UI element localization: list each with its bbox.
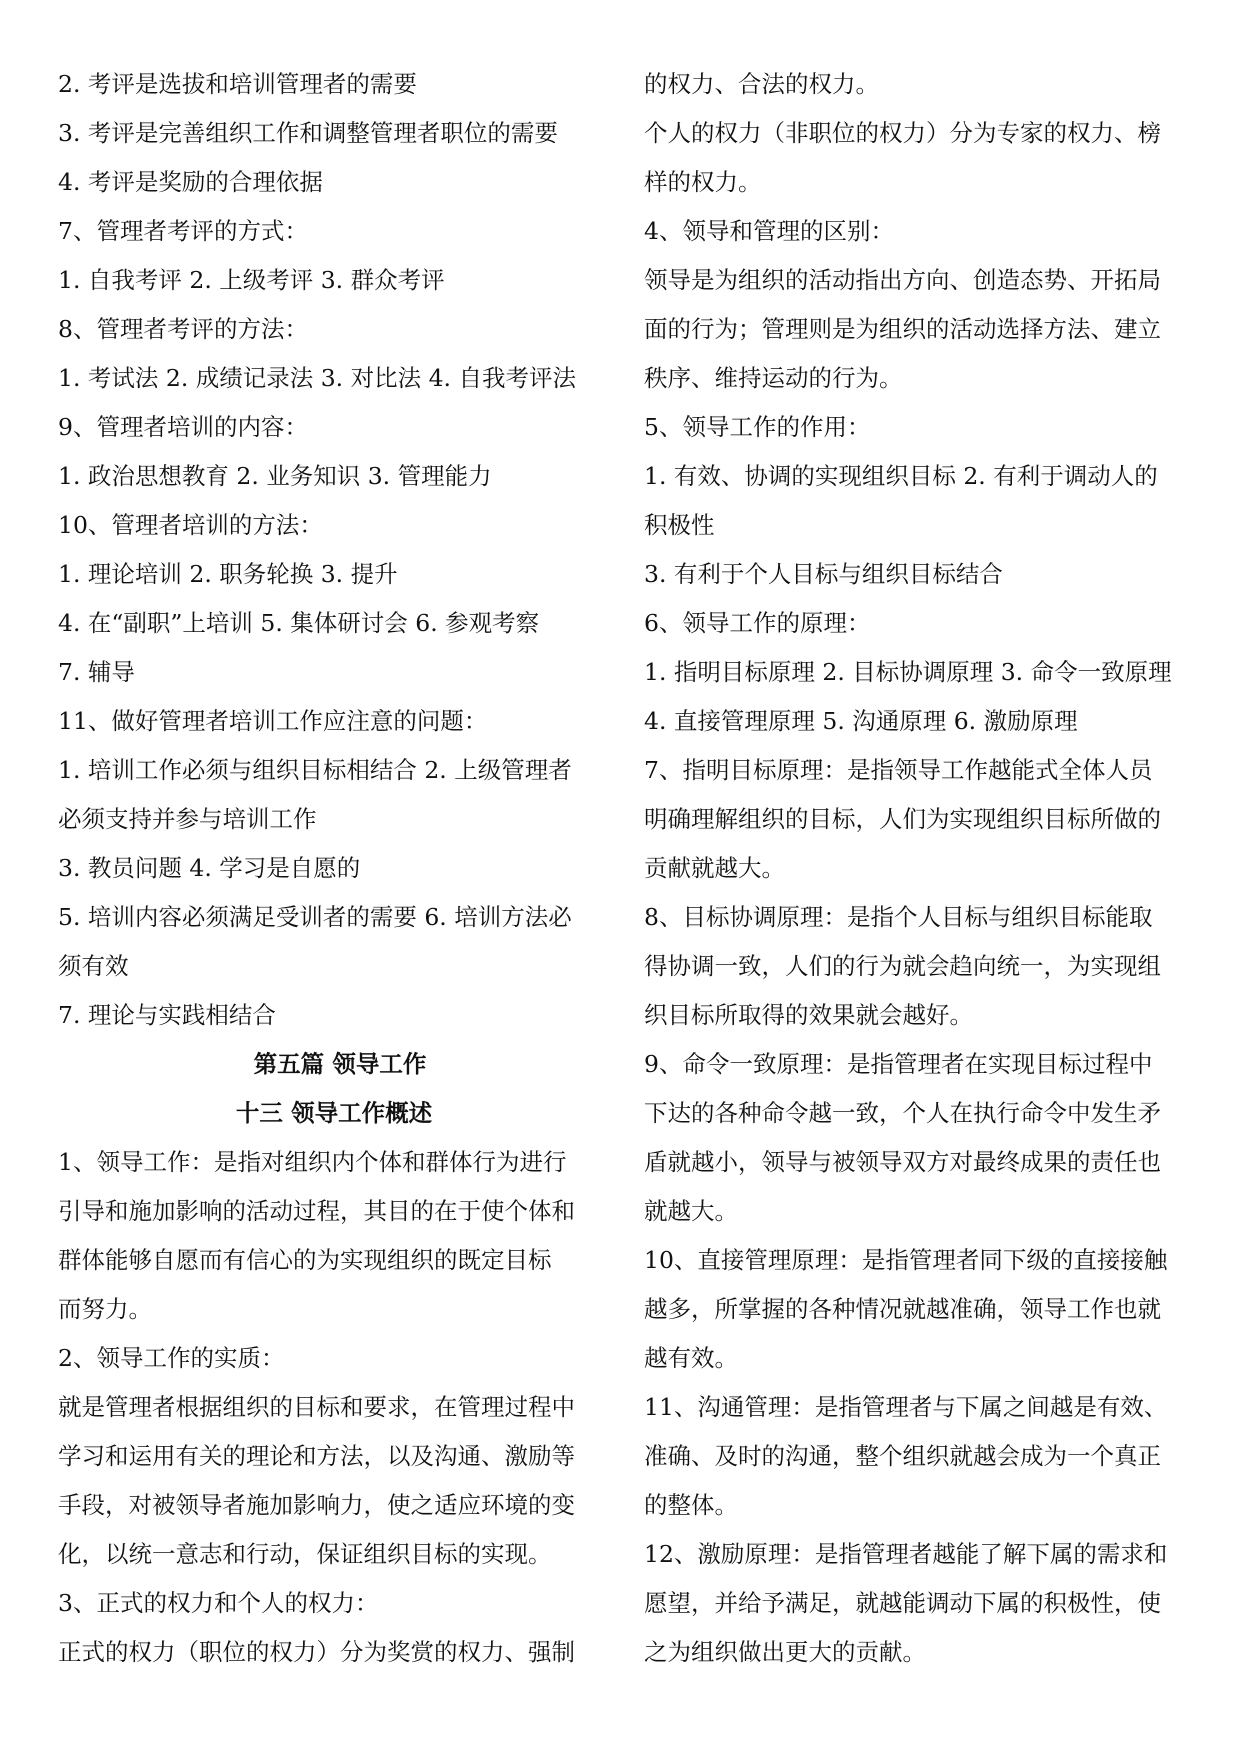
text-line: 11、沟通管理：是指管理者与下属之间越是有效、 [644, 1393, 1168, 1421]
text-line: 7、指明目标原理：是指领导工作越能式全体人员 [644, 756, 1153, 784]
text-line: 1. 政治思想教育 2. 业务知识 3. 管理能力 [58, 462, 492, 490]
text-line: 1、领导工作：是指对组织内个体和群体行为进行 [58, 1148, 567, 1176]
text-line: 2. 考评是选拔和培训管理者的需要 [58, 70, 417, 98]
text-line: 1. 指明目标原理 2. 目标协调原理 3. 命令一致原理 [644, 658, 1172, 686]
section-heading-line: 10、管理者培训的方法： [58, 511, 323, 539]
text-line: 得协调一致，人们的行为就会趋向统一，为实现组 [644, 952, 1161, 980]
right-column [644, 60, 1192, 1677]
text-line: 3. 教员问题 4. 学习是自愿的 [58, 854, 361, 882]
section-heading-line: 3、正式的权力和个人的权力： [58, 1589, 379, 1617]
text-line: 12、激励原理：是指管理者越能了解下属的需求和 [644, 1540, 1168, 1568]
text-line: 织目标所取得的效果就会越好。 [644, 1001, 973, 1029]
text-line: 学习和运用有关的理论和方法，以及沟通、激励等 [58, 1442, 575, 1470]
chapter-title: 十三 领导工作概述 [235, 1099, 433, 1127]
text-line: 3. 有利于个人目标与组织目标结合 [644, 560, 1003, 588]
text-line: 7. 辅导 [58, 658, 135, 686]
text-line: 越多，所掌握的各种情况就越准确，领导工作也就 [644, 1295, 1161, 1323]
text-line: 1. 理论培训 2. 职务轮换 3. 提升 [58, 560, 398, 588]
section-heading-line: 11、做好管理者培训工作应注意的问题： [58, 707, 488, 735]
text-line: 面的行为；管理则是为组织的活动选择方法、建立 [644, 315, 1161, 343]
section-heading-line: 4、领导和管理的区别： [644, 217, 894, 245]
text-line: 1. 自我考评 2. 上级考评 3. 群众考评 [58, 266, 445, 294]
text-line: 3. 考评是完善组织工作和调整管理者职位的需要 [58, 119, 558, 147]
part-title: 第五篇 领导工作 [253, 1050, 427, 1078]
text-line: 领导是为组织的活动指出方向、创造态势、开拓局 [644, 266, 1161, 294]
text-line: 积极性 [644, 511, 715, 539]
text-line: 之为组织做出更大的贡献。 [644, 1638, 926, 1666]
section-heading-line: 6、领导工作的原理： [644, 609, 871, 637]
text-line: 就是管理者根据组织的目标和要求，在管理过程中 [58, 1393, 575, 1421]
text-line: 5. 培训内容必须满足受训者的需要 6. 培训方法必 [58, 903, 572, 931]
text-line: 正式的权力（职位的权力）分为奖赏的权力、强制 [58, 1638, 575, 1666]
text-line: 引导和施加影响的活动过程，其目的在于使个体和 [58, 1197, 575, 1225]
text-line: 化，以统一意志和行动，保证组织目标的实现。 [58, 1540, 552, 1568]
section-heading-line: 2、领导工作的实质： [58, 1344, 285, 1372]
text-line: 4. 在“副职”上培训 5. 集体研讨会 6. 参观考察 [58, 609, 540, 637]
text-line: 手段，对被领导者施加影响力，使之适应环境的变 [58, 1491, 575, 1519]
text-line: 个人的权力（非职位的权力）分为专家的权力、榜 [644, 119, 1161, 147]
text-line: 愿望，并给予满足，就越能调动下属的积极性，使 [644, 1589, 1161, 1617]
text-line: 1. 考试法 2. 成绩记录法 3. 对比法 4. 自我考评法 [58, 364, 576, 392]
section-heading-line: 8、管理者考评的方法： [58, 315, 308, 343]
text-line: 越有效。 [644, 1344, 738, 1372]
left-column [58, 60, 606, 1677]
text-line: 4. 考评是奖励的合理依据 [58, 168, 323, 196]
section-heading-line: 5、领导工作的作用： [644, 413, 871, 441]
section-heading-line: 7、管理者考评的方式： [58, 217, 308, 245]
text-line: 须有效 [58, 952, 129, 980]
text-line: 8、目标协调原理：是指个人目标与组织目标能取 [644, 903, 1153, 931]
text-line: 样的权力。 [644, 168, 762, 196]
text-line: 1. 有效、协调的实现组织目标 2. 有利于调动人的 [644, 462, 1158, 490]
text-line: 下达的各种命令越一致，个人在执行命令中发生矛 [644, 1099, 1161, 1127]
text-line: 明确理解组织的目标，人们为实现组织目标所做的 [644, 805, 1161, 833]
text-line: 秩序、维持运动的行为。 [644, 364, 903, 392]
text-line: 贡献就越大。 [644, 854, 785, 882]
text-line: 就越大。 [644, 1197, 738, 1225]
text-line: 9、命令一致原理：是指管理者在实现目标过程中 [644, 1050, 1153, 1078]
text-line: 准确、及时的沟通，整个组织就越会成为一个真正 [644, 1442, 1161, 1470]
section-heading-line: 9、管理者培训的内容： [58, 413, 308, 441]
text-line: 的整体。 [644, 1491, 738, 1519]
text-line: 4. 直接管理原理 5. 沟通原理 6. 激励原理 [644, 707, 1078, 735]
text-line: 的权力、合法的权力。 [644, 70, 879, 98]
text-line: 群体能够自愿而有信心的为实现组织的既定目标 [58, 1246, 552, 1274]
text-line: 而努力。 [58, 1295, 152, 1323]
text-line: 7. 理论与实践相结合 [58, 1001, 276, 1029]
text-line: 1. 培训工作必须与组织目标相结合 2. 上级管理者 [58, 756, 572, 784]
text-line: 必须支持并参与培训工作 [58, 805, 317, 833]
text-line: 10、直接管理原理：是指管理者同下级的直接接触 [644, 1246, 1168, 1274]
text-line: 盾就越小，领导与被领导双方对最终成果的责任也 [644, 1148, 1161, 1176]
